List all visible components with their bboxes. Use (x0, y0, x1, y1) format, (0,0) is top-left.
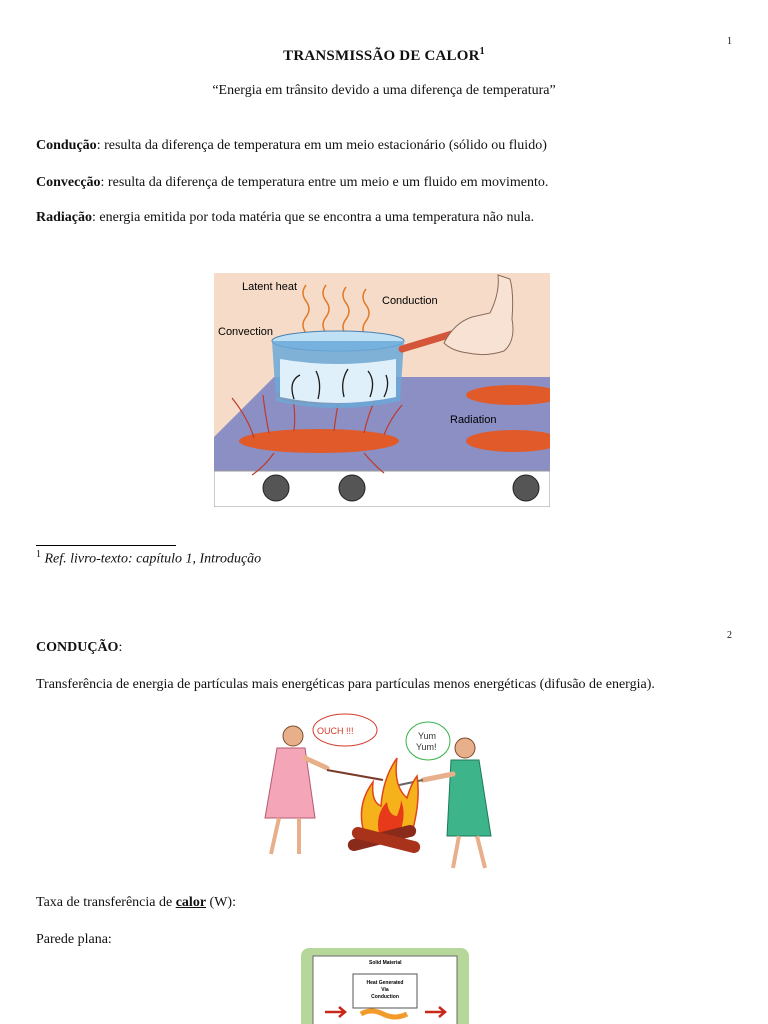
water (280, 359, 396, 403)
heat-line-1: Heat Generated (366, 980, 404, 986)
solid-material-label: Solid Material (369, 960, 402, 966)
knob-right (513, 475, 539, 501)
label-radiation: Radiation (450, 414, 497, 426)
hot-stick (327, 770, 383, 780)
term: Condução (36, 138, 97, 153)
ouch-text: OUCH !!! (317, 726, 354, 736)
definition-conducao (36, 138, 547, 154)
knob-middle (339, 475, 365, 501)
page-number-1: 1 (727, 36, 732, 47)
plane-wall-label: Parede plana: (36, 932, 112, 947)
footnote-text: Ref. livro-texto: capítulo 1, Introdução (44, 551, 262, 567)
definition: : resulta da diferença de temperatura entre um meio e um fluido em movimento. (100, 175, 549, 190)
rate-term: calor (175, 895, 207, 910)
yum-text-2: Yum! (416, 742, 437, 752)
definition-conveccao (36, 175, 548, 191)
footnote-mark: 1 (36, 549, 41, 560)
heading-text: CONDUÇÃO (36, 640, 119, 655)
definition: : energia emitida por toda matéria que se encontra a uma temperatura não nula. (92, 210, 535, 225)
rate-suffix: (W): (206, 895, 236, 910)
yum-text-1: Yum (418, 731, 437, 741)
definition: : resulta da diferença de temperatura em um meio estacionário (sólido ou fluido) (96, 138, 547, 153)
heat-transfer-figure (214, 273, 550, 507)
label-conduction: Conduction (382, 295, 438, 307)
title-footnote-ref: 1 (479, 46, 485, 57)
definition-radiacao (36, 210, 534, 226)
label-convection: Convection (218, 326, 274, 338)
campfire (347, 758, 422, 854)
label-latent-heat: Latent heat (242, 281, 298, 293)
term: Radiação (36, 210, 92, 225)
term: Convecção (36, 175, 101, 190)
heat-line-2: Via (381, 987, 389, 993)
section-heading (36, 640, 122, 656)
rate-prefix: Taxa de transferência de (36, 895, 176, 910)
knob-left (263, 475, 289, 501)
conduction-cartoon (255, 708, 520, 878)
subtitle: “Energia em trânsito devido a uma diferença de temperatura” (212, 83, 556, 98)
person-left (265, 726, 327, 854)
title-text: TRANSMISSÃO DE CALOR (283, 48, 480, 64)
yum-bubble (406, 722, 450, 760)
plane-wall-diagram (301, 948, 469, 1024)
burner-front-left (239, 429, 399, 453)
heading-suffix: : (118, 640, 123, 655)
page-title (0, 46, 768, 65)
footnote-separator (36, 545, 176, 546)
heat-line-3: Conduction (371, 994, 399, 1000)
rate-sentence (36, 895, 236, 911)
footnote (36, 549, 261, 568)
page-number-2: 2 (727, 630, 732, 641)
conduction-paragraph: Transferência de energia de partículas mais energéticas para partículas menos energéticas (difusão de energia). (36, 677, 655, 692)
